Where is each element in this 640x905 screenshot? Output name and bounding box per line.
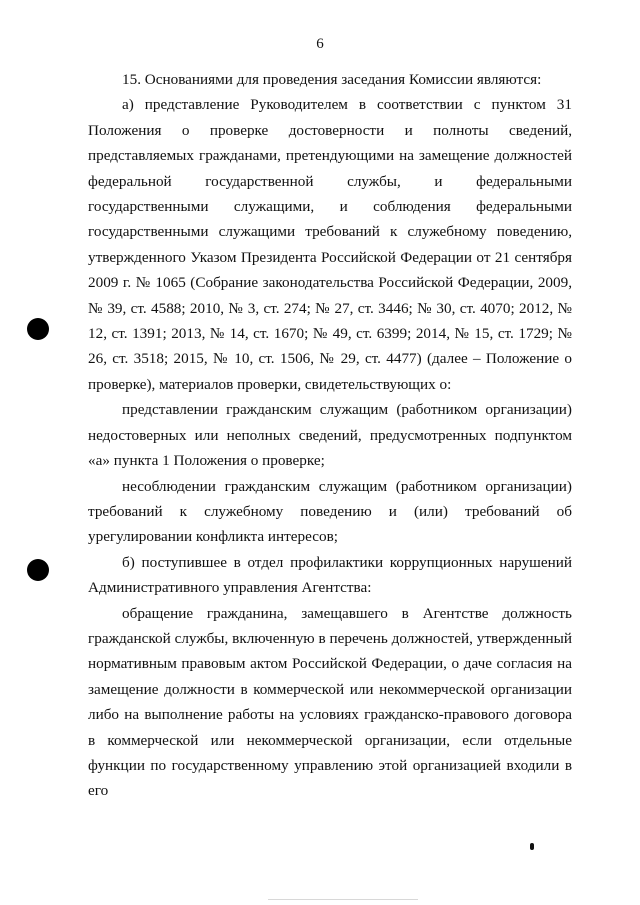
punch-hole-mark	[27, 559, 49, 581]
paragraph-non-compliance: несоблюдении гражданским служащим (работником организации) требований к служебному поведению и (или) требований об урегулировании конфликта интересов;	[88, 477, 572, 546]
document-body	[88, 67, 572, 804]
scan-edge-line	[268, 899, 418, 900]
page-number: 6	[316, 36, 324, 52]
paragraph-citizen-appeal: обращение гражданина, замещавшего в Агентстве должность гражданской службы, включенную в перечень должностей, утвержденный нормативным правовым актом Российской Федерации, о даче согласия на замещение должности в коммерческой или некоммерческой организации либо на выполнение работы на условиях гражданско-правового договора в коммерческой или некоммерческой организации, если отдельные функции по государственному управлению этой организацией входили в его	[88, 604, 572, 800]
punch-hole-mark	[27, 318, 49, 340]
paragraph-item-b: б) поступившее в отдел профилактики коррупционных нарушений Административного управления Агентства:	[88, 553, 572, 597]
paragraph-item-a: а) представление Руководителем в соответствии с пунктом 31 Положения о проверке достоверности и полноты сведений, представляемых гражданами, претендующими на замещение должностей федеральной государственной службы, и федеральными государственными служащими, и соблюдения федеральными государственными служащими требований к служебному поведению, утвержденного Указом Президента Российской Федерации от 21 сентября 2009 г. № 1065 (Собрание законодательства Российской Федерации, 2009, № 39, ст. 4588; 2010, № 3, ст. 274; № 27, ст. 3446; № 30, ст. 4070; 2012, № 12, ст. 1391; 2013, № 14, ст. 1670; № 49, ст. 6399; 2014, № 15, ст. 1729; № 26, ст. 3518; 2015, № 10, ст. 1506, № 29, ст. 4477) (далее – Положение о проверке), материалов проверки, свидетельствующих о:	[88, 96, 572, 393]
paragraph-false-information: представлении гражданским служащим (работником организации) недостоверных или неполных сведений, предусмотренных подпунктом «а» пункта 1 Положения о проверке;	[88, 401, 572, 470]
paragraph-section-15: 15. Основаниями для проведения заседания Комиссии являются:	[122, 71, 542, 88]
scan-speck	[530, 843, 534, 850]
